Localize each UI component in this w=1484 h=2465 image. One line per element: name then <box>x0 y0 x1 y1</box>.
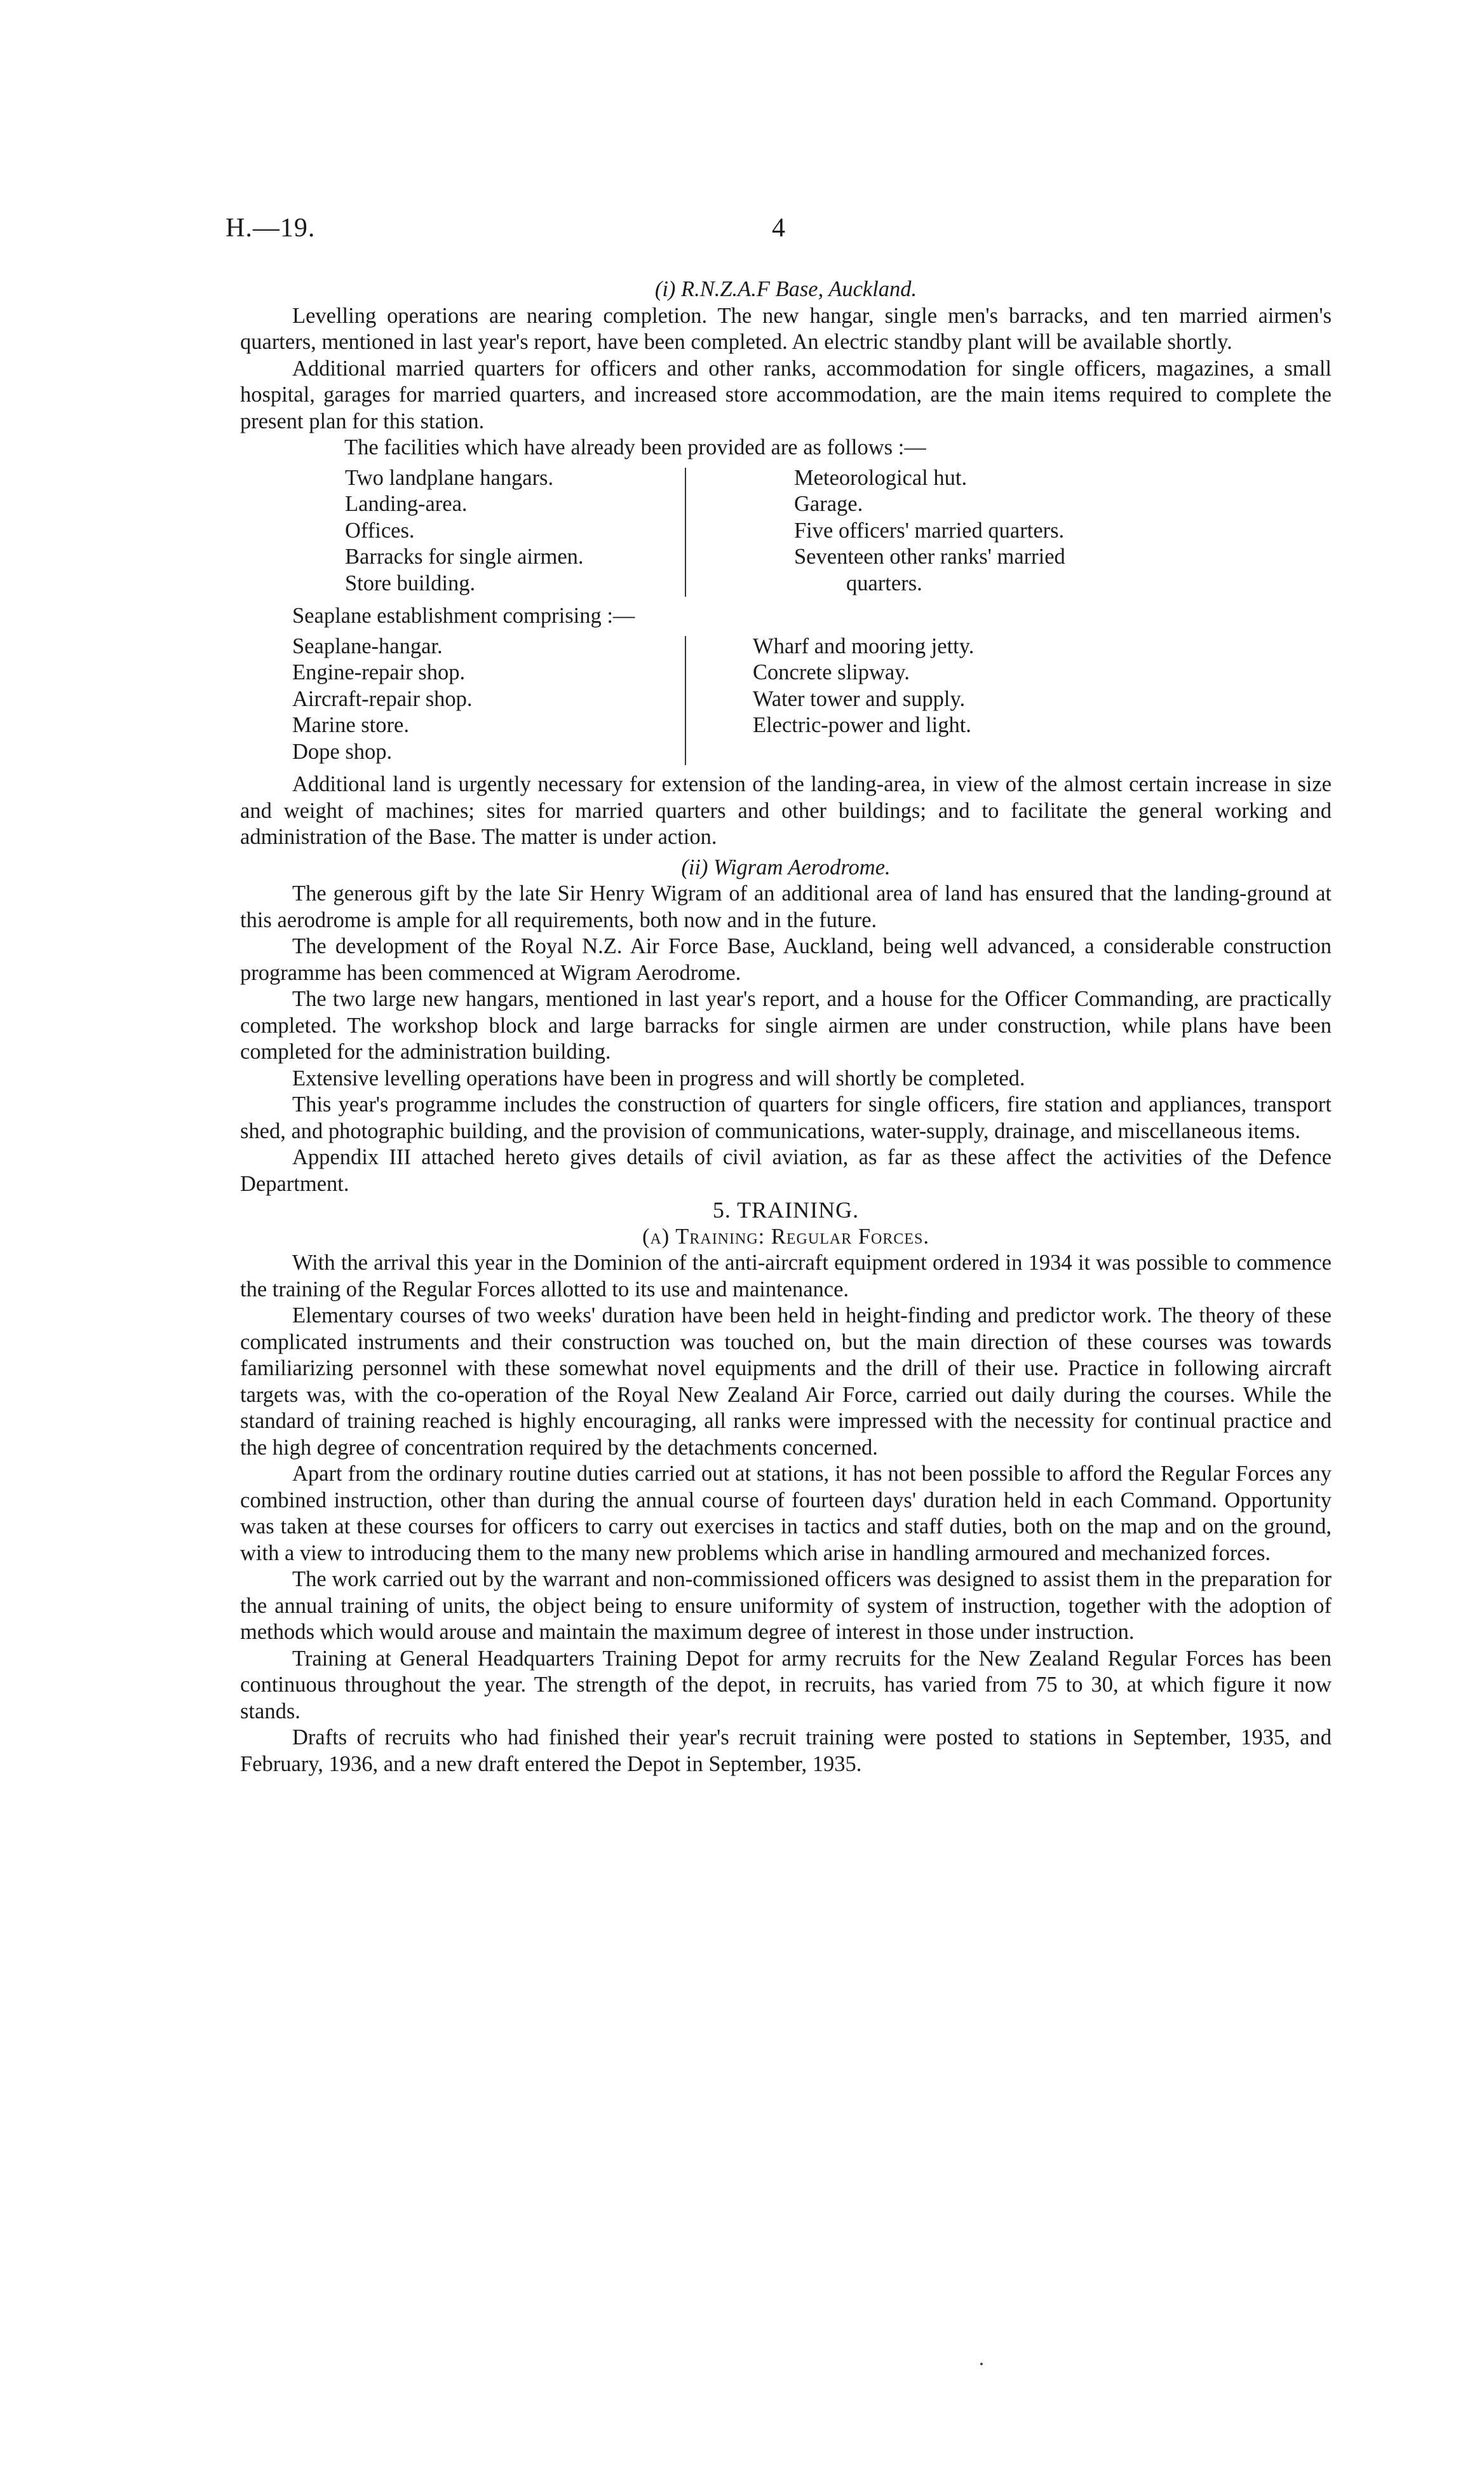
seaplane-list <box>240 634 1332 766</box>
list-item: Water tower and supply. <box>753 686 966 711</box>
paragraph: Additional married quarters for officers and other ranks, accommodation for single officers, magazines, a small hospital, garages for married quarters, and increased store accommodation, are the main items required to complete the present plan for this station. <box>240 356 1332 433</box>
list-item: quarters. <box>846 571 922 595</box>
document-reference: H.—19. <box>226 214 316 243</box>
section-ii-title: (ii) Wigram Aerodrome. <box>681 855 891 879</box>
list-item: Five officers' married quarters. <box>794 518 1065 543</box>
list-item: Garage. <box>794 492 863 516</box>
list-item: Engine-repair shop. <box>292 660 466 684</box>
section-5-subtitle: (a) Training: Regular Forces. <box>642 1224 930 1249</box>
paragraph: The development of the Royal N.Z. Air Force Base, Auckland, being well advanced, a considerable construction programme has been commenced at Wigram Aerodrome. <box>240 934 1332 985</box>
paragraph: Appendix III attached hereto gives details of civil aviation, as far as these affect the activities of the Defence Department. <box>240 1145 1332 1196</box>
seaplane-intro: Seaplane establishment comprising :— <box>292 604 635 628</box>
facilities-left-column <box>240 465 685 597</box>
list-item: Electric-power and light. <box>753 713 971 737</box>
section-i-title: (i) R.N.Z.A.F Base, Auckland. <box>654 277 917 301</box>
facilities-right-column <box>686 465 1065 597</box>
seaplane-right-column <box>686 634 974 766</box>
paragraph: This year's programme includes the construction of quarters for single officers, fire station and appliances, transport shed, and photographic building, and the provision of communications, water-supply, drainage, and miscellaneous items. <box>240 1092 1332 1143</box>
paragraph: Apart from the ordinary routine duties carried out at stations, it has not been possible to afford the Regular Forces any combined instruction, other than during the annual course of fourteen days' duration held in each Command. Opportunity was taken at these courses for officers to carry out exercises in tactics and staff duties, both on the map and on the ground, with a view to introducing them to the many new problems which arise in handling armoured and mechanized forces. <box>240 1462 1332 1565</box>
paragraph: Levelling operations are nearing completion. The new hangar, single men's barracks, and ten married airmen's quarters, mentioned in last year's report, have been completed. An electric standby plant will be available shortly. <box>240 303 1332 354</box>
print-speck <box>980 2363 983 2365</box>
paragraph: The generous gift by the late Sir Henry Wigram of an additional area of land has ensured that the landing-ground at this aerodrome is ample for all requirements, both now and in the future. <box>240 881 1332 932</box>
list-item: Marine store. <box>292 713 409 737</box>
paragraph: Drafts of recruits who had finished their year's recruit training were posted to stations in September, 1935, and February, 1936, and a new draft entered the Depot in September, 1935. <box>240 1725 1332 1776</box>
document-body <box>240 276 1332 1777</box>
facilities-list <box>240 465 1332 597</box>
paragraph: The work carried out by the warrant and non-commissioned officers was designed to assist them in the preparation for the annual training of units, the object being to ensure uniformity of system of instruction, together with the adoption of methods which would arouse and maintain the maximum degree of interest in those under instruction. <box>240 1567 1332 1644</box>
paragraph: Elementary courses of two weeks' duration have been held in height-finding and predictor work. The theory of these complicated instruments and their construction was touched on, but the main direction of these courses was towards familiarizing personnel with these somewhat novel equipments and the drill of their use. Practice in following aircraft targets was, with the co-operation of the Royal New Zealand Air Force, carried out daily during the courses. While the standard of training reached is highly encouraging, all ranks were impressed with the necessity for continual practice and the high degree of concentration required by the detachments concerned. <box>240 1303 1332 1460</box>
paragraph: Training at General Headquarters Training Depot for army recruits for the New Zealand Regular Forces has been continuous throughout the year. The strength of the depot, in recruits, has varied from 75 to 30, at which figure it now stands. <box>240 1646 1332 1723</box>
seaplane-left-column <box>240 634 685 766</box>
list-item: Seaplane-hangar. <box>292 634 443 658</box>
list-item: Landing-area. <box>345 492 468 516</box>
list-item: Dope shop. <box>292 739 393 764</box>
list-item: Meteorological hut. <box>794 465 968 490</box>
paragraph: Extensive levelling operations have been in progress and will shortly be completed. <box>292 1066 1025 1090</box>
list-item: Aircraft-repair shop. <box>292 686 473 711</box>
list-item: Wharf and mooring jetty. <box>753 634 975 658</box>
list-item: Concrete slipway. <box>753 660 910 684</box>
list-item: Store building. <box>345 571 476 595</box>
list-item: Two landplane hangars. <box>345 465 554 490</box>
paragraph: Additional land is urgently necessary for extension of the landing-area, in view of the almost certain increase in size and weight of machines; sites for married quarters and other buildings; and to facilitate the general working and administration of the Base. The matter is under action. <box>240 772 1332 849</box>
facilities-intro: The facilities which have already been provided are as follows :— <box>344 435 926 459</box>
list-item: Offices. <box>345 518 415 543</box>
paragraph: With the arrival this year in the Dominion of the anti-aircraft equipment ordered in 1934 it was possible to commence the training of the Regular Forces allotted to its use and maintenance. <box>240 1251 1332 1301</box>
list-item: Barracks for single airmen. <box>345 545 584 569</box>
paragraph: The two large new hangars, mentioned in last year's report, and a house for the Officer Commanding, are practically completed. The workshop block and large barracks for single airmen are under construction, while plans have been completed for the administration building. <box>240 987 1332 1064</box>
list-item: Seventeen other ranks' married <box>794 545 1065 569</box>
page-header <box>226 213 1331 251</box>
section-5-title: 5. TRAINING. <box>712 1197 860 1223</box>
page-number: 4 <box>772 214 785 243</box>
